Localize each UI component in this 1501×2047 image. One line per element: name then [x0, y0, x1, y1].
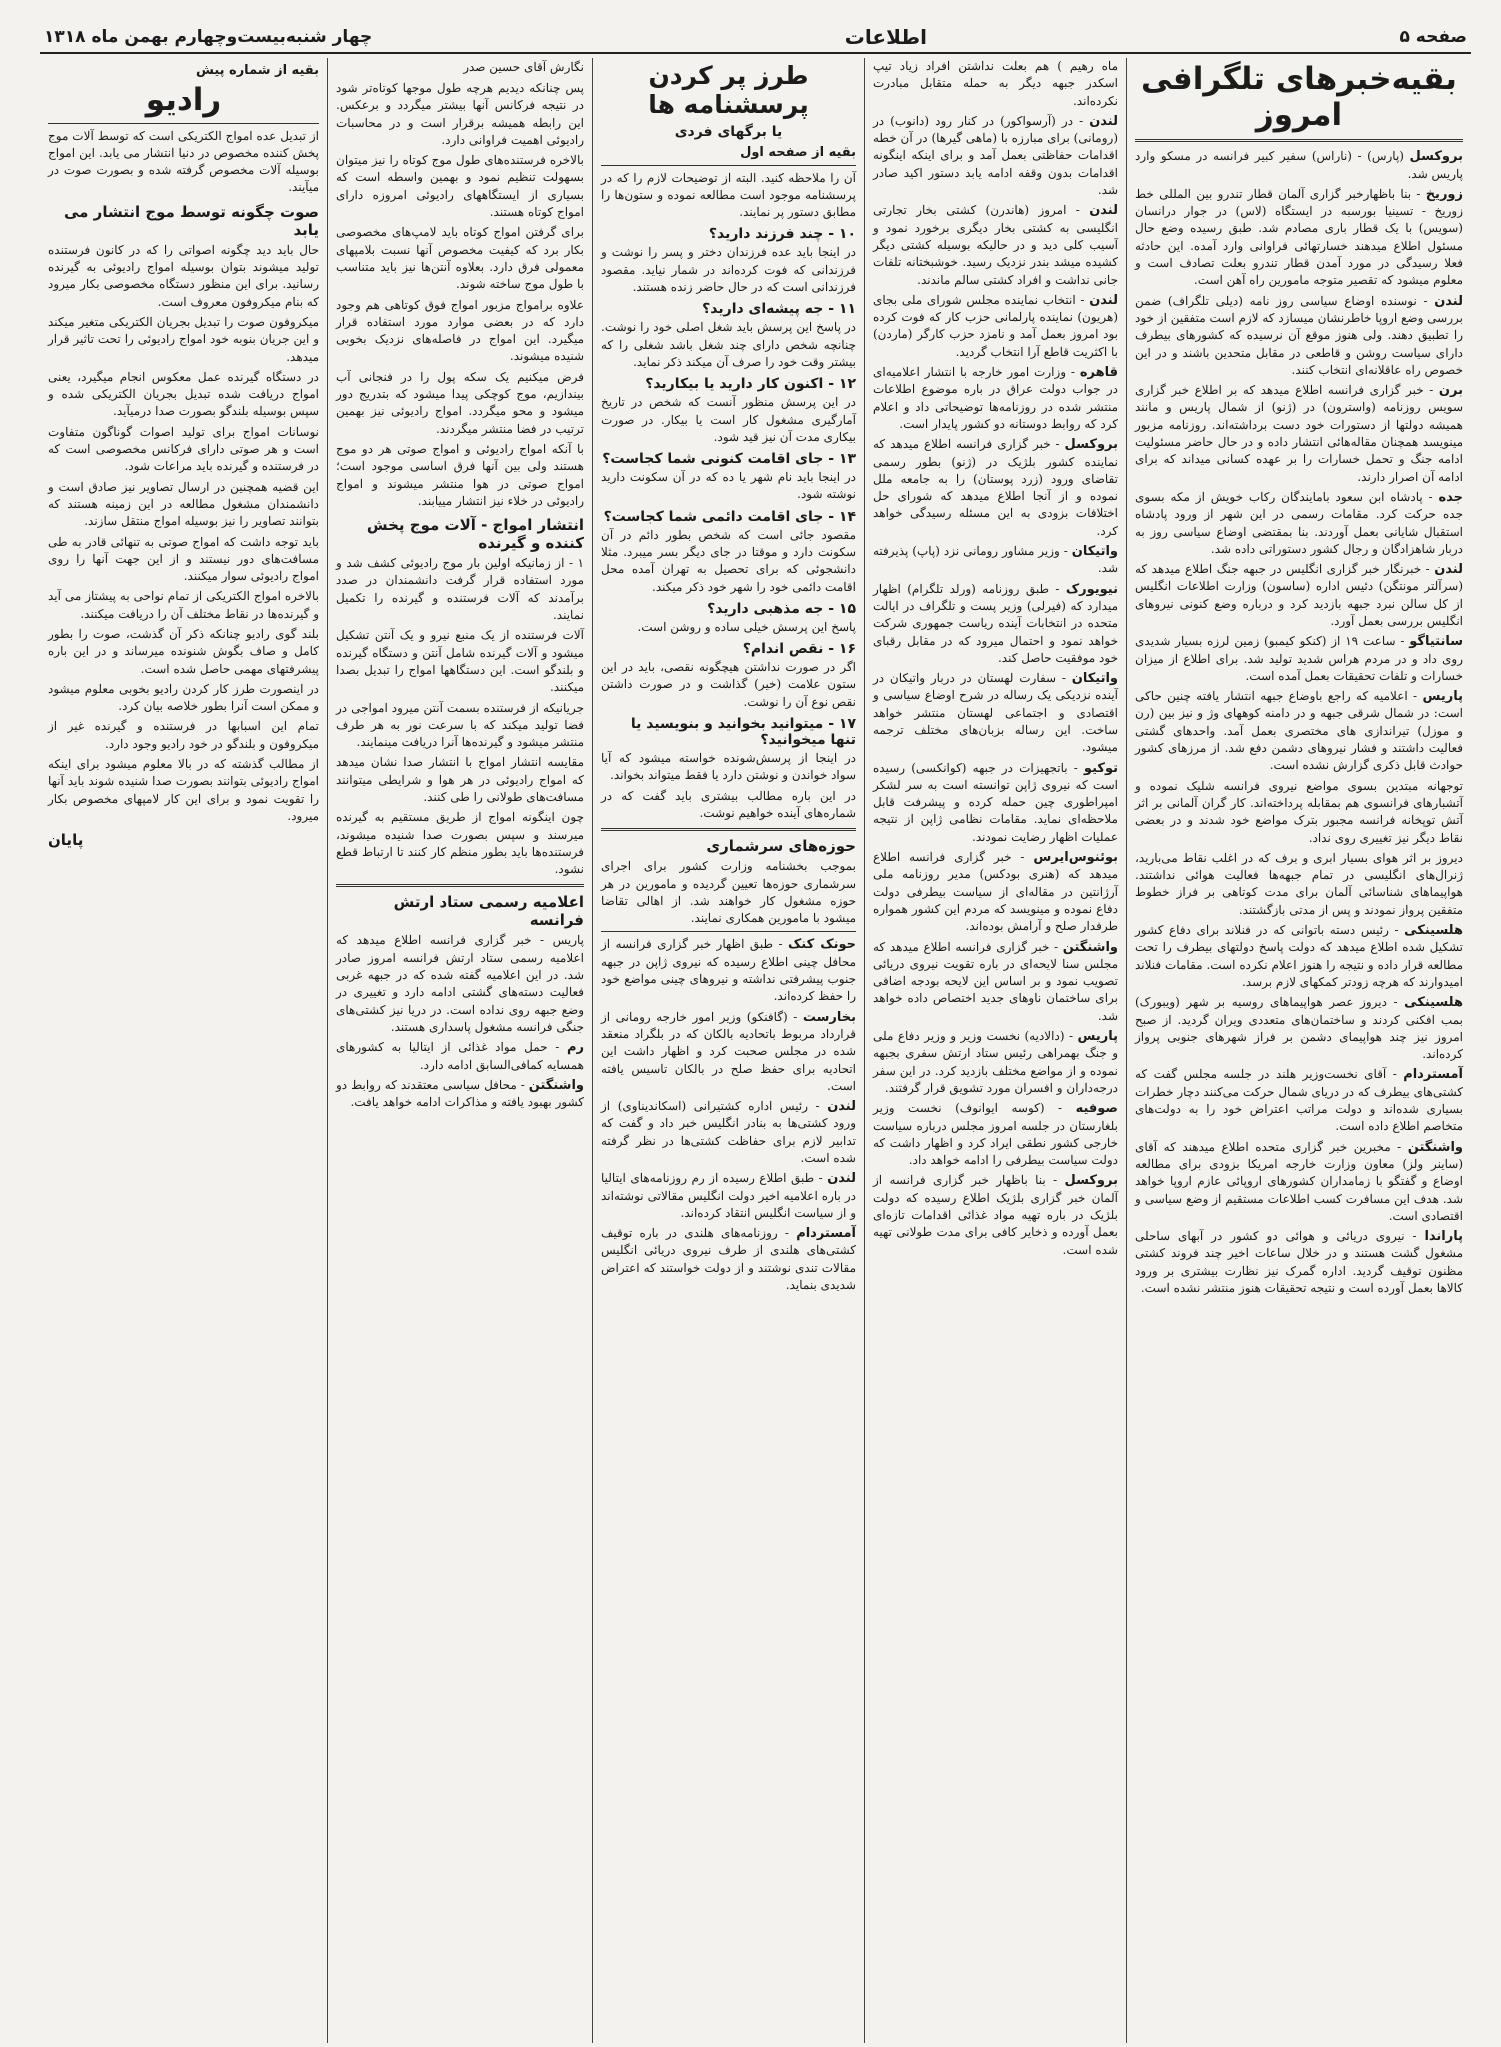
news-text: - پادشاه ابن سعود بامایندگان رکاب خویش از مکه بسوی جده حرکت کرد. مقامات رسمی در این شهر از ورود پادشاه استقبال شایانی بعمل آوردند. بنا بمقتضی اوضاع سیاسی روز به دربار شاهزادگان و رجال کشور دستوراتی داده شد.	[1135, 489, 1463, 556]
news-dateline: پاریس	[1077, 1029, 1118, 1045]
census-intro: آن را ملاحظه کنید. البته از توضیحات لازم را که در پرسشنامه موجود است مطالعه نموده و ستون‌ها را مطابق دستور پر نمایند.	[601, 170, 856, 220]
masthead	[40, 22, 1471, 54]
divider	[601, 931, 856, 932]
census-questions	[601, 226, 856, 784]
news-dateline: جده	[1438, 489, 1463, 505]
news-item	[1135, 382, 1463, 486]
news-text: - انتخاب نماینده مجلس شورای ملی بجای (هریون) نماینده پارلمانی حزب کار که فوت کرده بود امروز بعمل آمد و نامزد حزب کارگر (ماردن) با اکثریت قاطع آرا انتخاب گردید.	[873, 292, 1118, 359]
radio-section-title: صوت چگونه توسط موج انتشار می یابد	[64, 202, 319, 239]
news-dateline: قاهره	[1079, 365, 1118, 381]
news-text: - آقای نخست‌وزیر هلند در جلسه مجلس گفت که کشتی‌های بیطرف که در دریای شمال حرکت می‌کنند دچار خطرات بسیاری شده‌اند و دولت مراتب اعتراض خود را به دولت‌های متخاصم اطلاع داده است.	[1135, 1067, 1463, 1134]
news-dateline: واشنگتن	[1062, 939, 1118, 955]
paragraph: میکروفون صوت را تبدیل بجریان الکتریکی متغیر میکند و این جریان بنوبه خود امواج رادیوئی را تحت تاثیر قرار میدهد.	[48, 314, 319, 364]
news-text: - سفارت لهستان در دربار واتیکان در آینده نزدیکی یک رساله در شرح اوضاع سیاسی و اقتصادی و اجتماعی لهستان منتشر خواهد ساخت. این رساله بزبان‌های مختلف ترجمه میشود.	[873, 671, 1118, 755]
radio-intro: از تبدیل عده امواج الکتریکی است که توسط آلات موج پخش کننده مخصوص در دنیا انتشار می یابد. این امواج بوسیله آلات مخصوص گرفته شده و بصورت صوت در میآیند.	[48, 128, 319, 195]
news-dateline: زوریخ	[1425, 186, 1463, 202]
divider	[48, 123, 319, 124]
telegraph-headline: بقیه‌خبرهای تلگرافی امروز	[1141, 61, 1457, 133]
news-dateline: پاراندا	[1424, 1229, 1463, 1245]
radio2-column-news	[336, 1039, 584, 1111]
paragraph: بلند گوی رادیو چنانکه ذکر آن گذشت، صوت را بطور کامل و صاف بگوش شنونده میرساند و در این باره پیشرفتهای مهمی حاصل شده است.	[48, 627, 319, 676]
radio2-section-title: انتشار امواج - آلات موج پخش کننده و گیرنده	[366, 516, 584, 553]
news-item	[1135, 688, 1463, 774]
news-text: - محافل سیاسی معتقدند که روابط دو کشور بهبود یافته و مذاکرات ادامه خواهد یافت.	[336, 1077, 584, 1110]
news-text: - امروز (هاندرن) کشتی بخار تجارتی انگلیسی به کشتی بخار دیگری برخورد نمود و آسیب کلی دید و در حالیکه بوسیله کشتی دیگر کشیده میشد بندر نزدیک رسید. خوشبختانه تلفات جانی نداشت و افراد کشتی سالم ماندند.	[873, 203, 1118, 287]
news-text: - نیروی دریائی و هوائی دو کشور در آبهای ساحلی مشغول گشت هستند و در خلال ساعات اخیر چند فروند کشتی مظنون توقیف گردید. اداره گمرک نیز نظارت بیشتری بر ورود کالاها بعمل آورده است و نتیجه تحقیقات هنوز منتشر نشده است.	[1135, 1229, 1463, 1295]
news-item	[873, 292, 1118, 361]
news-text: - در (آرسواکور) در کنار رود (دانوب) در (رومانی) برای مبارزه با (ماهی گیرها) در آن خطه اقدامات حفاظتی بعمل آمد و برای اینکه اینگونه اقدامات بدون وقفه ادامه یابد دستور اکید صادر شد.	[873, 113, 1118, 198]
paragraph: در اینصورت طرز کار کردن رادیو بخوبی معلوم میشود و ممکن است آنرا بطور خلاصه بیان کرد.	[48, 681, 319, 714]
news-item	[336, 1039, 584, 1074]
news-item	[1135, 1066, 1463, 1135]
question-heading: ۱۴ - جای اقامت دائمی شما کجاست؟	[603, 508, 856, 525]
news-item	[336, 1077, 584, 1112]
column-telegraph-news	[1126, 58, 1471, 2043]
question-answer: در اینجا باید عده فرزندان دختر و پسر را نوشت و فرزندانی که فوت کرده‌اند در شمار نیاید. مقصود فرزندانی است که در حال حاضر زنده هستند.	[601, 245, 856, 295]
news-text: - رئیس دسته باتوانی که در فنلاند برای دفاع کشور تشکیل شده اطلاع میدهد که دولت پاسخ دولتهای بیطرف را تحت مطالعه قرار داده و نتیجه را هنوز اعلام نکرده است. مقامات فنلاند امیدوارند که هرچه زودتر کمکهای لازم برسد.	[1135, 923, 1463, 989]
news-text: - بنا باظهارخبر گزاری آلمان قطار تندرو بین المللی خط زوریخ - تسینیا بورسبه در ایستگاه (لاس) در جوار درانسان (سویس) با یک قطار باری مصادم شد. طبق رسیده وضع حال مسئول اطلاع میدهند خسارتهائی فراوانی وارد آمده. این حادثه فعلا رسیدگی در مورد آمدن قطار تندرو بعلت تصادف است و معلوم میشود که تقصیر متوجه مامورین راه آهن است.	[1135, 186, 1463, 288]
news-item	[1135, 489, 1463, 558]
news-text: - خبر گزاری فرانسه اطلاع میدهد که نماینده کشور بلژیک در (ژنو) بطور رسمی تقاضای ورود (زرد پوستان) را به جامعه ملل نموده و از آنجا اطلاع میدهد که شورای حل اختلافات بزودی به این مسئله رسیدگی خواهد کرد.	[873, 437, 1118, 538]
column-radio-article-2	[327, 58, 592, 2043]
news-dateline: بروکسل	[1064, 437, 1118, 453]
news-dateline: آمستردام	[796, 1226, 856, 1242]
news-dateline: لندن	[827, 1099, 856, 1115]
news-item	[873, 939, 1118, 1025]
news-dateline: لندن	[1089, 292, 1118, 308]
columns	[40, 58, 1471, 2043]
news-item	[873, 543, 1118, 578]
question-answer: در این پرسش منظور آنست که شخص در تاریخ آمارگیری مشغول کار است یا بیکار. در صورت بیکاری مدت آن نیز قید شود.	[601, 395, 856, 444]
paragraph: از مطالب گذشته که در بالا معلوم میشود برای اینکه امواج رادیوئی بتوانند بصورت صدا شنیده شوند باید آنها را تقویت نمود و برای این کار لامپهای مخصوص بکار میرود.	[48, 757, 319, 823]
news-text: - طبق روزنامه (ورلد تلگرام) اظهار میدارد که (فیرلی) وزیر پست و تلگراف در ایالت متحده در انتخابات آینده ریاست جمهوری شرکت خواهد نمود و احتمال میرود که در مقابل رقبای خود موفقیت حاصل کند.	[873, 581, 1118, 665]
news-item	[1135, 1139, 1463, 1225]
paragraph: تمام این اسبابها در فرستنده و گیرنده غیر از میکروفون و بلندگو در خود رادیو وجود دارد.	[48, 719, 319, 751]
news-item	[873, 364, 1118, 433]
news-item	[1135, 293, 1463, 379]
news-dateline: لندن	[1434, 293, 1463, 309]
news-item	[1135, 561, 1463, 630]
news-item	[873, 202, 1118, 288]
news-dateline: بروکسل	[1409, 149, 1463, 165]
news-dateline: نیویورک	[1065, 581, 1118, 597]
news-item	[873, 581, 1118, 667]
news-dateline: رم	[566, 1040, 584, 1056]
question-answer: در پاسخ این پرسش باید شغل اصلی خود را نوشت. چنانچه شخص دارای چند شغل باشد شغلی را که بیشتر وقت خود را صرف آن میکند ذکر نماید.	[601, 320, 856, 369]
continued-from-label: بقیه از شماره پیش	[195, 63, 319, 78]
news-item	[601, 936, 856, 1005]
news-item	[1135, 148, 1463, 183]
column-radio-article	[40, 58, 327, 2043]
paragraph: حال باید دید چگونه اصواتی را که در کانون فرستنده تولید میشوند بتوان بوسیله امواج رادیوئی به گیرنده رسانید. برای این منظور دستگاه مخصوصی بکار میرود که بنام میکروفون معروف است.	[48, 242, 319, 309]
news-dateline: لندن	[1434, 562, 1463, 578]
news-item	[873, 1172, 1118, 1258]
news-dateline: واشنگتن	[528, 1077, 584, 1093]
question-heading: ۱۰ - چند فرزند دارید؟	[708, 226, 856, 243]
question-answer: مقصود جائی است که شخص بطور دائم در آن سکونت دارد و موقتا در جای دیگر بسر میبرد. مثلا دانشجوئی که برای تحصیل به تهران آمده محل اقامت دائمی خود را شهر خود ذکر میکند.	[601, 527, 856, 594]
news-item	[601, 1009, 856, 1095]
news-text: - بنا باظهار خبر گزاری فرانسه از آلمان خبر گزاری بلژیک اطلاع رسیده که دولت بلژیک در باره تهیه مواد غذائی اقدامات تازه‌ای بعمل آورده و ذخایر کافی برای مدت طولانی تهیه شده است.	[873, 1173, 1118, 1257]
news-text: - ساعت ۱۹ از (کنکو کیمبو) زمین لرزه بسیار شدیدی روی داد و در مردم هراس شدید تولید شد. برای اطلاع از میزان خسارات و تلفات تحقیقات بعمل آمده است.	[1135, 634, 1463, 683]
news-dateline: حونک کنک	[787, 937, 856, 953]
divider	[336, 884, 584, 887]
news-item	[873, 436, 1118, 540]
end-marker: پایان	[48, 831, 84, 850]
radio2-paragraphs-2	[336, 555, 584, 878]
news-text: - خبرنگار خبر گزاری انگلیس در جبهه جنگ اطلاع میدهد که (سرآلتر مونتگن) دئیس اداره (ساسون) وزارت اطلاعات انگلیس از کل سالن نبرد جبهه بازدید کرد و درباره وضع کنونی نیروهای انگلیس بررسی بعمل آورد.	[1135, 562, 1463, 628]
news-dateline: واتیکان	[1071, 544, 1118, 560]
news-dateline: آمستردام	[1403, 1067, 1463, 1083]
divider	[601, 165, 856, 166]
news-text: - مخبرین خبر گزاری متحده اطلاع میدهند که آقای (ساینر ولز) معاون وزارت خارجه امریکا بزودی برای مطالعه اوضاع و گفتگو با زمامداران کشورهای اروپائی عازم اروپا خواهد شد. هدف این مسافرت کسب اطلاعات مستقیم از وضع سیاسی و اقتصادی است.	[1135, 1139, 1463, 1223]
paragraph: بالاخره امواج الکتریکی از تمام نواحی به پیشتاز می آید و گیرنده‌ها در نقاط مختلف آن را دریافت میکنند.	[48, 589, 319, 621]
news-item	[601, 1098, 856, 1167]
news-dateline: بوئنوس‌ایرس	[1033, 850, 1118, 866]
paragraph: ۱ - از زمانیکه اولین بار موج رادیوئی کشف شد و مورد استفاده قرار گرفت دانشمندان در صدد برآمدند که آلات فرستنده و گیرنده را تکمیل نمایند.	[336, 556, 584, 623]
question-heading: ۱۵ - جه مذهبی دارید؟	[707, 600, 856, 617]
news-text: توجهانه مبتدین بسوی مواضع نیروی فرانسه شلیک نموده و آتشبارهای فرانسوی هم بمقابله پرداخته‌اند. کار گران آلمانی بر اثر آتش توپخانه فرانسه مجبور بترک مواضع خود شدند و در بعضی نقاط دیگر نیز تغییری روی نداد.	[1135, 778, 1463, 845]
news-item	[873, 670, 1118, 756]
news-text: - طبق اظهار خبر گزاری فرانسه از محافل چینی اطلاع رسیده که نیروی ژاپن در جبهه جنوب پیشرفتی نداشته و نیروهای چینی مواضع خود را حفظ کرده‌اند.	[601, 937, 856, 1004]
question-heading: ۱۱ - جه پیشه‌ای دارید؟	[702, 301, 856, 318]
paragraph: بالاخره فرستنده‌های طول موج کوتاه را نیز میتوان بسهولت تنظیم نمود و بهمین واسطه است که بسیاری از ایستگاههای رادیوئی امروزه دارای امواج کوتاه هستند.	[336, 153, 584, 220]
communique-text: پاریس - خبر گزاری فرانسه اطلاع میدهد که اعلامیه رسمی ستاد ارتش فرانسه امروز صادر شد. در این اعلامیه گفته شده که در جبهه غربی فعالیت دسته‌های گشتی ادامه دارد و تغییری در وضع جبهه روی نداده است. در دریا نیز کشتی‌های جنگی فرانسه مشغول پاسداری هستند.	[336, 933, 584, 1034]
question-heading: ۱۳ - جای اقامت کنونی شما کجاست؟	[602, 451, 856, 468]
paragraph: برای گرفتن امواج کوتاه باید لامپ‌های مخصوصی بکار برد که کیفیت مخصوص آنها نسبت بلامپهای معمولی فرق دارد. بعلاوه آنتن‌ها نیز باید متناسب با طول موج ساخته شوند.	[336, 225, 584, 292]
news-dateline: توکیو	[1083, 760, 1118, 776]
question-answer: اگر در صورت نداشتن هیچگونه نقصی، باید در این ستون علامت (خیر) گذاشت و در صورت داشتن نقص نوع آن را نوشت.	[601, 660, 856, 709]
news-items	[873, 58, 1118, 1259]
news-text: - باتجهیزات در جبهه (کوانکسی) رسیده است که نیروی ژاپن توانسته است به سر لشکر امپراطوری چین حمله کرده و پیشرفت قابل ملاحظه‌ای نماید. مقامات نظامی ژاپن از نتیجه عملیات اظهار رضایت نمودند.	[873, 760, 1118, 844]
column-news-continued	[864, 58, 1126, 2043]
news-dateline: پاریس	[1422, 689, 1463, 705]
news-dateline: لندن	[827, 1171, 856, 1187]
news-text: - طبق اطلاع رسیده از رم روزنامه‌های ایتالیا در باره اعلامیه اخیر دولت انگلیس مقالاتی نوشته‌اند و از سیاست انگلیس انتقاد کرده‌اند.	[601, 1171, 856, 1220]
news-item	[1135, 633, 1463, 685]
news-text: - خبر گزاری فرانسه اطلاع میدهد که بر اطلاع خبر گزاری سویس روزنامه (واسترون) در (ژنو) از شمال پاریس و مانند همیشه دولتها از دستورات خود دست برداشته‌اند. روزنامه مزبور مینویسد همچنان مقاله‌هائی انتشار داده و در حال حاضر مسئولیت ادامه جنگ و تحمل خسارات را بر عهده کسانی میداند که برای ادامه آن اصرار دارند.	[1135, 383, 1463, 484]
news-text: - اعلامیه که راجع باوضاع جبهه انتشار یافته چنین حاکی است: در شمال شرقی جبهه و در دامنه کوههای وژ و نیز بین (رن و موزل) تیراندازی های مختصری بعمل آمد. واحدهای گشتی فعالیت داشتند و فشار نیروهای دشمن دفع شد. از مرزهای کشور حوادث قابل ذکری گزارش نشده است.	[1135, 689, 1463, 773]
census-headline: طرز پر کردن پرسشنامه ها	[648, 61, 809, 119]
page-number: صفحه ۵	[1399, 27, 1467, 47]
radio2-intro: پس چنانکه دیدیم هرچه طول موجها کوتاه‌تر شود در نتیجه فرکانس آنها بیشتر میگردد و برعکس. این رابطه همیشه برقرار است و در محاسبات رادیوئی اهمیت فراوانی دارد.	[336, 81, 584, 147]
news-text: - وزارت امور خارجه با انتشار اعلامیه‌ای در جواب دولت عراق در باره موضوع اطلاعات منتشر شده در روزنامه‌ها توضیحاتی داد و اعلام کرد که روابط دوستانه دو کشور پایدار است.	[873, 365, 1118, 431]
paragraph: چون اینگونه امواج از طریق مستقیم به گیرنده میرسند و سپس بصورت صدا شنیده میشوند، فرستنده‌ها باید بطور منظم کار کنند تا ارتباط قطع نشود.	[336, 810, 584, 877]
paragraph: آلات فرستنده از یک منبع نیرو و یک آنتن تشکیل میشود و آلات گیرنده شامل آنتن و دستگاه گیرنده و بلندگو است. این دستگاهها امواج را تبدیل بصدا میکنند.	[336, 628, 584, 695]
paragraph: علاوه برامواج مزبور امواج فوق کوتاهی هم وجود دارد که در بعضی موارد مورد استفاده قرار میگیرد. این امواج در فاصله‌های نزدیک بخوبی شنیده میشوند.	[336, 297, 584, 364]
paragraph: این قضیه همچنین در ارسال تصاویر نیز صادق است و دانشمندان مشغول مطالعه در این زمینه هستند که بتوانند تصاویر را نیز بوسیله امواج منتقل سازند.	[48, 479, 319, 529]
news-item	[873, 58, 1118, 110]
news-text: - (دالادیه) نخست وزیر و وزیر دفاع ملی و جنگ بهمراهی رئیس ستاد ارتش سفری بجبهه نموده و از مواضع مختلف بازدید کرد. در این سفر درجه‌داران و افسران مورد تشویق قرار گرفتند.	[873, 1029, 1118, 1095]
question-answer: پاسخ این پرسش خیلی ساده و روشن است.	[637, 619, 856, 634]
divider	[1135, 139, 1463, 142]
continued-label: بقیه از صفحه اول	[740, 144, 856, 160]
news-item	[1135, 186, 1463, 290]
paragraph: مقایسه انتشار امواج با انتشار صدا نشان میدهد که امواج رادیوئی در هر هوا و شرایطی میتوانند مسافت‌های طولانی را طی کنند.	[336, 755, 584, 804]
news-text: - وزیر مشاور رومانی نزد (پاپ) پذیرفته شد.	[873, 544, 1118, 576]
author-byline: نگارش آقای حسین صدر	[463, 60, 584, 74]
question-answer: در اینجا از پرسش‌شونده خواسته میشود که آیا سواد خواندن و نوشتن دارد یا فقط میتواند بخواند.	[601, 751, 856, 783]
news-text: - دیروز عصر هواپیماهای روسیه بر شهر (ویبورک) بمب افکنی کردند و ساختمان‌های متعددی ویران گردید. از صبح امروز نیز چند هواپیمای دشمن بر فراز شهرهای جنوبی پرواز کرده‌اند.	[1135, 995, 1463, 1062]
news-item	[601, 1225, 856, 1294]
telegraph-items	[1135, 148, 1463, 1297]
paragraph: باید توجه داشت که امواج صوتی به تنهائی قادر به طی مسافت‌های دور نیستند و از این جهت آنها را روی امواج رادیوئی سوار میکنند.	[48, 534, 319, 584]
news-dateline: هلسینکی	[1404, 995, 1463, 1011]
notice-title: حوزه‌های سرشماری	[706, 837, 856, 856]
news-item	[873, 760, 1118, 846]
radio-paragraphs	[48, 242, 319, 826]
news-text: - خبر گزاری فرانسه اطلاع میدهد که مجلس سنا لایحه‌ای در باره تقویت نیروی دریائی تصویب نمود و بر اساس این لایحه بودجه اضافی برای ساختمان ناوهای جدید اختصاص داده خواهد شد.	[873, 939, 1118, 1023]
news-item	[1135, 1228, 1463, 1297]
news-dateline: بخارست	[802, 1009, 856, 1025]
news-item	[1135, 850, 1463, 919]
paragraph: در دستگاه گیرنده عمل معکوس انجام میگیرد، یعنی امواج دریافت شده تبدیل بجریان الکتریکی شده و سپس بوسیله بلندگو بصورت صدا درمیآید.	[48, 369, 319, 419]
column-census-article	[592, 58, 864, 2043]
news-item	[873, 849, 1118, 935]
paper-name: اطلاعات	[844, 25, 927, 49]
news-text: - (کوسه ایوانوف) نخست وزیر بلغارستان در جلسه امروز مجلس درباره سیاست خارجی کشور نطقی ایراد کرد و اظهار داشت که دولت سیاست بیطرفی را ادامه خواهد داد.	[873, 1101, 1118, 1168]
news-item	[601, 1170, 856, 1222]
radio2-paragraphs	[336, 152, 584, 510]
question-answer: در اینجا باید نام شهر یا ده که در آن سکونت دارید نوشته شود.	[601, 470, 856, 502]
paragraph: با آنکه امواج رادیوئی و امواج صوتی هر دو موج هستند ولی بین آنها فرق اساسی موجود است؛ امواج صوتی در هوا منتشر میشوند و امواج رادیوئی در خلاء نیز انتشار مییابند.	[336, 441, 584, 508]
census-column-news	[601, 936, 856, 1294]
news-text: - خبر گزاری فرانسه اطلاع میدهد که (هنری بودکس) مدیر روزنامه ملی آرژانتین در مقاله‌ای از سیاست بیطرفی دولت دفاع نموده و مینویسد که مردم این کشور همواره طرفدار صلح و آرامش بوده‌اند.	[873, 850, 1118, 934]
news-text: - روزنامه‌های هلندی در باره توقیف کشتی‌های هلندی از طرف نیروی دریائی انگلیس مقالات تندی نوشتند و از دولت خواستند که اعتراض شدیدی بنماید.	[601, 1226, 856, 1293]
radio-headline: رادیو	[145, 81, 222, 118]
news-text: ماه رهیم ) هم بعلت نداشتن افراد زیاد تیپ اسکدر جبهه دیگر به حمله متقابل مبادرت نکرده‌اند.	[873, 59, 1118, 108]
news-text: (پارس) - (ناراس) سفیر کبیر فرانسه در مسکو وارد پاریس شد.	[1135, 149, 1463, 181]
news-dateline: لندن	[1089, 203, 1118, 219]
news-dateline: واتیکان	[1071, 671, 1118, 687]
news-text: - حمل مواد غذائی از ایتالیا به کشورهای همسایه کمافی‌السابق ادامه دارد.	[336, 1040, 584, 1072]
communique-title: اعلامیه رسمی ستاد ارتش فرانسه	[393, 893, 584, 930]
paragraph: نوسانات امواج برای تولید اصوات گوناگون متفاوت است و هر صوتی دارای فرکانس مخصوصی است که در فرستنده و گیرنده باید مراعات شود.	[48, 424, 319, 474]
news-dateline: لندن	[1089, 113, 1118, 129]
paragraph: فرض میکنیم یک سکه پول را در فنجانی آب بیندازیم، موج کوچکی پیدا میشود که بتدریج دور میشود و محو میگردد. امواج رادیوئی نیز بهمین ترتیب در فضا منتشر میگردند.	[336, 369, 584, 436]
divider	[601, 828, 856, 831]
paragraph: جریانیکه از فرستنده بسمت آنتن میرود امواجی در فضا تولید میکند که با سرعت نور به هر طرف منتشر میشود و گیرنده‌ها آنرا دریافت مینمایند.	[336, 700, 584, 750]
news-item	[873, 1028, 1118, 1097]
news-text: - (گافنکو) وزیر امور خارجه رومانی از قرارداد مربوط باتحادیه بالکان که در بلگراد منعقد شده در مجلس صحبت کرد و اظهار داشت این اتحادیه برای حفظ صلح در بالکان تاسیس یافته است.	[601, 1009, 856, 1093]
news-item	[1135, 994, 1463, 1063]
news-text: - رئیس اداره کشتیرانی (اسکاندیناوی) از ورود کشتی‌ها به بنادر انگلیس خبر داد و گفت که تدابیر لازم برای حفاظت کشتی‌ها در نظر گرفته شده است.	[601, 1099, 856, 1165]
census-subhead: یا برگهای فردی	[674, 123, 783, 140]
news-item	[1135, 922, 1463, 991]
news-dateline: صوفیه	[1075, 1101, 1118, 1117]
census-closing: در این باره مطالب بیشتری باید گفت که در شماره‌های آینده خواهیم نوشت.	[601, 788, 856, 820]
notice-text: بموجب بخشنامه وزارت کشور برای اجرای سرشماری حوزه‌ها تعیین گردیده و مامورین در هر حوزه مشغول کار خواهند شد. از اهالی تقاضا میشود با مامورین همکاری نمایند.	[601, 859, 856, 926]
question-heading: ۱۲ - اکنون کار دارید یا بیکارید؟	[645, 376, 856, 393]
question-heading: ۱۶ - نقص اندام؟	[742, 641, 856, 658]
news-item	[873, 113, 1118, 199]
news-dateline: بروکسل	[1064, 1173, 1118, 1189]
news-text: - نوسنده اوضاع سیاسی روز نامه (دیلی تلگراف) ضمن بررسی وضع اروپا خاطرنشان میسازد که لازم است متفقین از خود را تطبیق دهند. ولی هنوز موقع آن نرسیده که کشورهای بیطرف دارای سیاست روشن و قاطعی در مقابل متحدین باشند و در این خصوص راه عاقلانه‌ای انتخاب کنند.	[1135, 293, 1463, 377]
question-heading: ۱۷ - میتوانید بخوانید و بنویسید یا تنها میخوانید؟	[630, 716, 856, 749]
news-dateline: واشنگتن	[1407, 1139, 1463, 1155]
news-dateline: برن	[1438, 383, 1463, 399]
news-dateline: سانتیاگو	[1409, 634, 1463, 650]
issue-date: چهار شنبه‌بیست‌وچهارم بهمن ماه ۱۳۱۸	[44, 27, 373, 47]
news-item	[873, 1100, 1118, 1169]
news-item	[1135, 778, 1463, 847]
news-dateline: هلسینکی	[1404, 923, 1463, 939]
news-text: دیروز بر اثر هوای بسیار ابری و برف که در اغلب نقاط می‌بارید، ژنرال‌های انگلیسی در تمام جبهه‌ها فعالیت هوائی نداشتند. هواپیماهای شناسائی آلمان برای مدت کوتاهی بر فراز خطوط متفقین پرواز نمودند و پس از مدتی بازگشتند.	[1135, 850, 1463, 917]
